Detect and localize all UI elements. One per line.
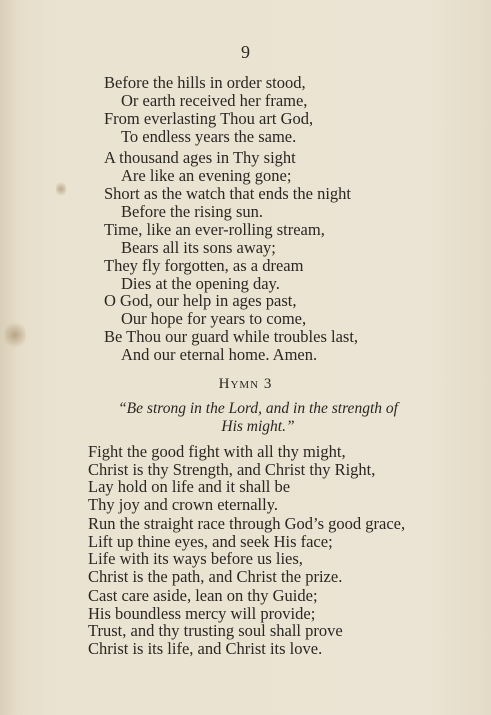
stanza-2	[104, 149, 351, 221]
verse-line: Christ is the path, and Christ the prize.	[88, 566, 343, 586]
hymn-verse-3	[88, 587, 343, 657]
hymn-heading	[0, 376, 491, 393]
stanza-line: Bears all its sons away;	[121, 238, 276, 257]
verse-line: Trust, and thy trusting soul shall prove	[88, 621, 343, 640]
stanza-line: A thousand ages in Thy sight	[104, 148, 296, 167]
hymn-verse-2	[88, 515, 405, 585]
stanza-line: To endless years the same.	[121, 127, 297, 146]
stanza-line: Before the hills in order stood,	[104, 73, 306, 92]
paper-stain	[4, 320, 26, 350]
stanza-line: Before the rising sun.	[121, 202, 264, 221]
stanza-1	[104, 74, 313, 146]
stanza-line: Are like an evening gone;	[121, 166, 292, 185]
page-number: 9	[241, 42, 250, 62]
stanza-line: Our hope for years to come,	[121, 309, 307, 328]
stanza-line: Or earth received her frame,	[121, 91, 308, 110]
verse-line: Christ is thy Strength, and Christ thy Right,	[88, 459, 376, 479]
stanza-line: O God, our help in ages past,	[104, 291, 297, 310]
stanza-3	[104, 221, 325, 293]
paper-stain	[56, 180, 66, 198]
epigraph-line: His might.”	[221, 418, 295, 435]
verse-line: Fight the good fight with all thy might,	[88, 442, 346, 461]
hymn-verse-1	[88, 443, 375, 513]
stanza-4	[104, 292, 358, 364]
stanza-line: Time, like an ever-rolling stream,	[104, 220, 325, 239]
verse-line: Thy joy and crown eternally.	[88, 494, 278, 514]
stanza-line: Be Thou our guard while troubles last,	[104, 327, 359, 346]
verse-line: His boundless mercy will provide;	[88, 603, 316, 623]
stanza-line: And our eternal home. Amen.	[121, 345, 318, 364]
verse-line: Cast care aside, lean on thy Guide;	[88, 586, 318, 605]
hymn-heading-text: Hymn 3	[218, 376, 273, 392]
stanza-line: Dies at the opening day.	[121, 274, 280, 293]
verse-line: Run the straight race through God’s good grace,	[88, 514, 406, 533]
verse-line: Life with its ways before us lies,	[88, 549, 303, 568]
verse-line: Lay hold on life and it shall be	[88, 477, 291, 496]
epigraph-line: “Be strong in the Lord, and in the strength of	[118, 400, 398, 417]
verse-line: Christ is its life, and Christ its love.	[88, 638, 323, 658]
stanza-line: Short as the watch that ends the night	[104, 184, 351, 203]
verse-line: Lift up thine eyes, and seek His face;	[88, 531, 333, 551]
hymn-epigraph	[88, 400, 428, 436]
stanza-line: From everlasting Thou art God,	[104, 109, 314, 128]
stanza-line: They fly forgotten, as a dream	[104, 256, 304, 275]
